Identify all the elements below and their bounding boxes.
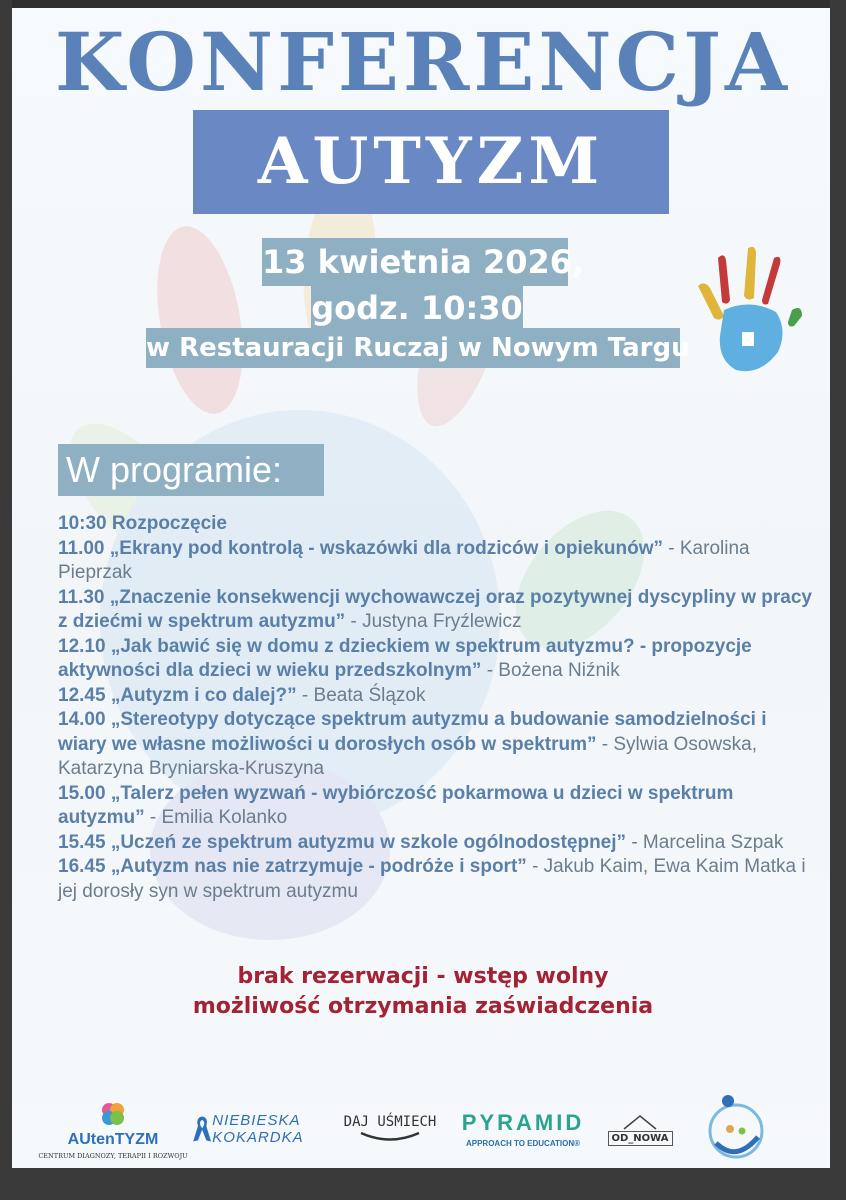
- schedule-time: 11.00: [58, 537, 105, 559]
- schedule-speaker: - Bożena Niźnik: [486, 660, 620, 681]
- schedule-time: 12.45: [58, 684, 106, 706]
- sponsor-logos: [20, 1090, 830, 1168]
- schedule-title: „Talerz pełen wyzwań - wybiórczość pokarmowa u dzieci w spektrum autyzmu”: [58, 782, 734, 828]
- frame-top: [0, 0, 846, 8]
- pyramid-tagline: APPROACH TO EDUCATION®: [465, 1139, 581, 1148]
- pyramid-logo: [445, 1090, 601, 1168]
- house-icon: [620, 1113, 660, 1131]
- niebieska-kokardka-logo: [192, 1090, 322, 1168]
- brain-icon: [98, 1099, 128, 1129]
- autentyzm-tagline: CENTRUM DIAGNOZY, TERAPII I ROZWOJU: [38, 1151, 188, 1160]
- foundation-logo: [696, 1090, 776, 1168]
- schedule-time: 15.45: [58, 831, 106, 853]
- niebieska-kokardka-name: NIEBIESKA KOKARDKA: [212, 1112, 304, 1146]
- schedule-speaker: - Karolina Pieprzak: [58, 537, 750, 583]
- notice-free-entry: brak rezerwacji - wstęp wolny: [237, 964, 609, 989]
- schedule-title: „Autyzm i co dalej?”: [110, 684, 297, 706]
- schedule-time: 16.45: [58, 856, 106, 877]
- program-heading: W programie:: [58, 444, 324, 496]
- schedule-speaker: - Beata Ślązok: [301, 684, 426, 706]
- schedule-item: [58, 708, 818, 782]
- schedule-speaker: - Justyna Fryźlewicz: [350, 611, 522, 632]
- event-date: 13 kwietnia 2026,: [262, 238, 568, 286]
- schedule-title: „Autyzm nas nie zatrzymuje - podróże i sport”: [110, 856, 527, 877]
- schedule-title: „Ekrany pod kontrolą - wskazówki dla rodziców i opiekunów”: [109, 537, 663, 559]
- page-title: KONFERENCJA: [54, 15, 792, 109]
- od-nowa-logo: [608, 1090, 672, 1168]
- frame-right: [830, 0, 846, 1200]
- page-subtitle: AUTYZM: [257, 124, 605, 199]
- schedule-title: „Jak bawić się w domu z dzieckiem w spektrum autyzmu? - propozycje aktywności dla dzieci w wieku przedszkolnym”: [58, 635, 752, 681]
- pyramid-name: PYRAMID: [461, 1110, 585, 1135]
- schedule-item: [58, 831, 818, 856]
- daj-usmiech-logo: [342, 1090, 438, 1168]
- od-nowa-name: OD_NOWA: [608, 1131, 673, 1146]
- family-circle-icon: [700, 1093, 772, 1165]
- schedule-time: 12.10: [58, 635, 106, 657]
- schedule-item: [58, 782, 818, 831]
- autentyzm-logo: [38, 1090, 188, 1168]
- schedule-speaker: - Marcelina Szpak: [631, 831, 784, 853]
- frame-bottom: [0, 1168, 846, 1200]
- frame-left: [0, 0, 12, 1200]
- ribbon-icon: [192, 1104, 212, 1154]
- schedule-speaker: - Sylwia Osowska, Katarzyna Bryniarska-Kruszyna: [58, 733, 757, 779]
- schedule-time: 15.00: [58, 782, 106, 804]
- autentyzm-name: AUtenTYZM: [67, 1130, 159, 1148]
- hand-print-icon: [690, 240, 810, 390]
- schedule-item: [58, 855, 818, 904]
- schedule-time: 11.30: [58, 586, 105, 608]
- notice-certificate: możliwość otrzymania zaświadczenia: [192, 994, 654, 1019]
- schedule-title: Rozpoczęcie: [111, 513, 227, 534]
- schedule-item: [58, 512, 818, 537]
- schedule-item: [58, 537, 818, 586]
- schedule-time: 10:30: [58, 513, 107, 534]
- event-venue: w Restauracji Ruczaj w Nowym Targu: [146, 328, 680, 368]
- daj-usmiech-name: DAJ UŚMIECH: [343, 1114, 437, 1130]
- schedule-item: [58, 586, 818, 635]
- schedule-title: „Znaczenie konsekwencji wychowawczej oraz pozytywnej dyscypliny w pracy z dziećmi w spektrum autyzmu”: [58, 586, 812, 632]
- program-schedule: [58, 512, 818, 904]
- schedule-item: [58, 635, 818, 684]
- schedule-time: 14.00: [58, 709, 106, 730]
- event-time: godz. 10:30: [311, 286, 523, 330]
- schedule-speaker: - Emilia Kolanko: [149, 807, 288, 828]
- schedule-speaker: - Jakub Kaim, Ewa Kaim Matka i jej dorosły syn w spektrum autyzmu: [58, 856, 806, 902]
- smile-icon: [355, 1130, 425, 1144]
- schedule-title: „Stereotypy dotyczące spektrum autyzmu a budowanie samodzielności i wiary we własne możliwości u dorosłych osób w spektrum”: [58, 709, 767, 755]
- schedule-item: [58, 684, 818, 709]
- schedule-title: „Uczeń ze spektrum autyzmu w szkole ogólnodostępnej”: [110, 831, 627, 853]
